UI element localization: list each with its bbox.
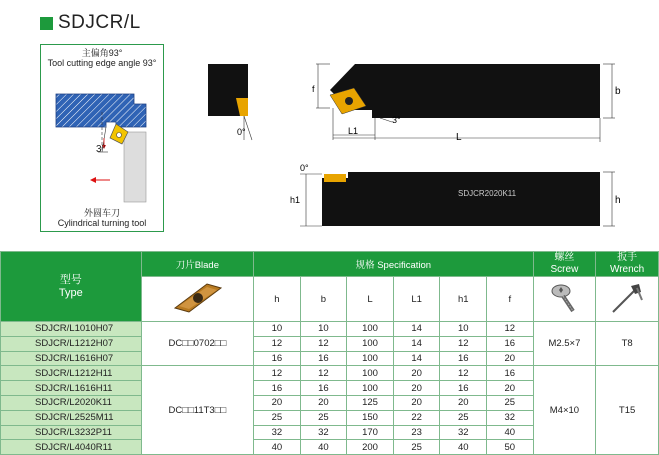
table-row [1, 366, 659, 381]
wrench-header-en: Wrench [609, 264, 645, 275]
blade-cell: DC□□11T3□□ [141, 366, 253, 455]
type-cell: SDJCR/L2525M11 [1, 410, 142, 425]
cell-f: 50 [487, 440, 534, 455]
cell-f: 12 [487, 322, 534, 337]
cell-L1: 22 [393, 410, 440, 425]
cell-f: 25 [487, 395, 534, 410]
type-cell: SDJCR/L1212H07 [1, 336, 142, 351]
cell-L1: 14 [393, 336, 440, 351]
angle-footer-zh: 外圆车刀 [83, 208, 120, 218]
cell-h: 12 [254, 336, 301, 351]
torx-screw-icon [549, 281, 579, 315]
label-f: f [312, 84, 315, 94]
cell-L1: 20 [393, 395, 440, 410]
label-3deg: 3° [392, 115, 401, 125]
top-view-drawing [316, 64, 615, 142]
cell-L1: 20 [393, 381, 440, 396]
cell-b: 40 [300, 440, 347, 455]
cell-h1: 40 [440, 440, 487, 455]
cell-h: 25 [254, 410, 301, 425]
cell-h1: 16 [440, 381, 487, 396]
cell-h: 16 [254, 381, 301, 396]
col-header-wrench [596, 252, 659, 277]
type-cell: SDJCR/L1212H11 [1, 366, 142, 381]
torx-wrench-icon [609, 280, 645, 316]
holder-marking: SDJCR2020K11 [458, 189, 517, 198]
cell-b: 25 [300, 410, 347, 425]
label-L: L [456, 132, 462, 143]
cell-L: 100 [347, 322, 394, 337]
label-L1: L1 [348, 126, 359, 136]
cell-L: 100 [347, 336, 394, 351]
type-cell: SDJCR/L1616H07 [1, 351, 142, 366]
col-header-blade: 刀片Blade [141, 252, 253, 277]
cell-L1: 20 [393, 366, 440, 381]
cell-h1: 32 [440, 425, 487, 440]
cell-b: 16 [300, 381, 347, 396]
cell-h: 12 [254, 366, 301, 381]
cell-L1: 23 [393, 425, 440, 440]
screw-cell: M2.5×7 [533, 322, 596, 366]
cell-h: 40 [254, 440, 301, 455]
cell-h: 20 [254, 395, 301, 410]
cell-b: 20 [300, 395, 347, 410]
type-cell: SDJCR/L2020K11 [1, 395, 142, 410]
spec-col-L: L [347, 277, 394, 322]
cell-h: 10 [254, 322, 301, 337]
angle-footer-en: Cylindrical turning tool [57, 218, 147, 228]
col-header-screw [533, 252, 596, 277]
label-h1: h1 [290, 195, 301, 205]
side-view-drawing [300, 172, 615, 226]
screw-image-cell [533, 277, 596, 322]
col-header-type [1, 252, 142, 322]
spec-col-h1: h1 [440, 277, 487, 322]
cell-h1: 12 [440, 336, 487, 351]
cell-h1: 20 [440, 395, 487, 410]
type-header-en: Type [58, 286, 83, 299]
type-cell: SDJCR/L3232P11 [1, 425, 142, 440]
screw-header-en: Screw [550, 264, 579, 275]
cell-L: 100 [347, 351, 394, 366]
angle-caption-en: Tool cutting edge angle 93° [47, 58, 157, 68]
table-row [1, 322, 659, 337]
cell-L: 200 [347, 440, 394, 455]
cell-h1: 25 [440, 410, 487, 425]
spec-table [0, 251, 659, 455]
type-cell: SDJCR/L1616H11 [1, 381, 142, 396]
type-cell: SDJCR/L1010H07 [1, 322, 142, 337]
spec-col-b: b [300, 277, 347, 322]
cell-h1: 12 [440, 366, 487, 381]
blade-cell: DC□□0702□□ [141, 322, 253, 366]
type-header-zh: 型号 [59, 273, 82, 286]
cell-f: 16 [487, 366, 534, 381]
cell-b: 12 [300, 336, 347, 351]
cell-b: 16 [300, 351, 347, 366]
cell-L: 125 [347, 395, 394, 410]
cell-h: 32 [254, 425, 301, 440]
spec-col-f: f [487, 277, 534, 322]
blade-image-cell [141, 277, 253, 322]
wrench-cell: T8 [596, 322, 659, 366]
cell-f: 20 [487, 351, 534, 366]
label-0deg-right: 0° [300, 163, 309, 173]
cell-f: 40 [487, 425, 534, 440]
col-header-spec: 规格 Specification [254, 252, 534, 277]
label-h: h [615, 195, 621, 206]
angle-caption-zh: 主偏角93° [81, 48, 123, 58]
type-cell: SDJCR/L4040R11 [1, 440, 142, 455]
wrench-header-zh: 扳手 [617, 252, 638, 263]
cell-b: 10 [300, 322, 347, 337]
spec-col-h: h [254, 277, 301, 322]
wrench-image-cell [596, 277, 659, 322]
cell-L1: 14 [393, 351, 440, 366]
spec-col-L1: L1 [393, 277, 440, 322]
screw-header-zh: 螺丝 [554, 252, 575, 263]
cell-h1: 16 [440, 351, 487, 366]
cell-L: 100 [347, 381, 394, 396]
label-0deg-left: 0° [237, 127, 246, 137]
angle-3deg-label: 3° [96, 144, 106, 155]
cell-b: 12 [300, 366, 347, 381]
label-b: b [615, 86, 621, 97]
screw-cell: M4×10 [533, 366, 596, 455]
cell-f: 32 [487, 410, 534, 425]
title-text: SDJCR/L [58, 12, 141, 33]
cell-h1: 10 [440, 322, 487, 337]
cell-h: 16 [254, 351, 301, 366]
cell-L: 100 [347, 366, 394, 381]
wrench-cell: T15 [596, 366, 659, 455]
cell-L: 150 [347, 410, 394, 425]
cell-b: 32 [300, 425, 347, 440]
rhombic-insert-icon [167, 278, 227, 318]
cell-f: 20 [487, 381, 534, 396]
cell-L1: 14 [393, 322, 440, 337]
cell-f: 16 [487, 336, 534, 351]
cell-L: 170 [347, 425, 394, 440]
cell-L1: 25 [393, 440, 440, 455]
